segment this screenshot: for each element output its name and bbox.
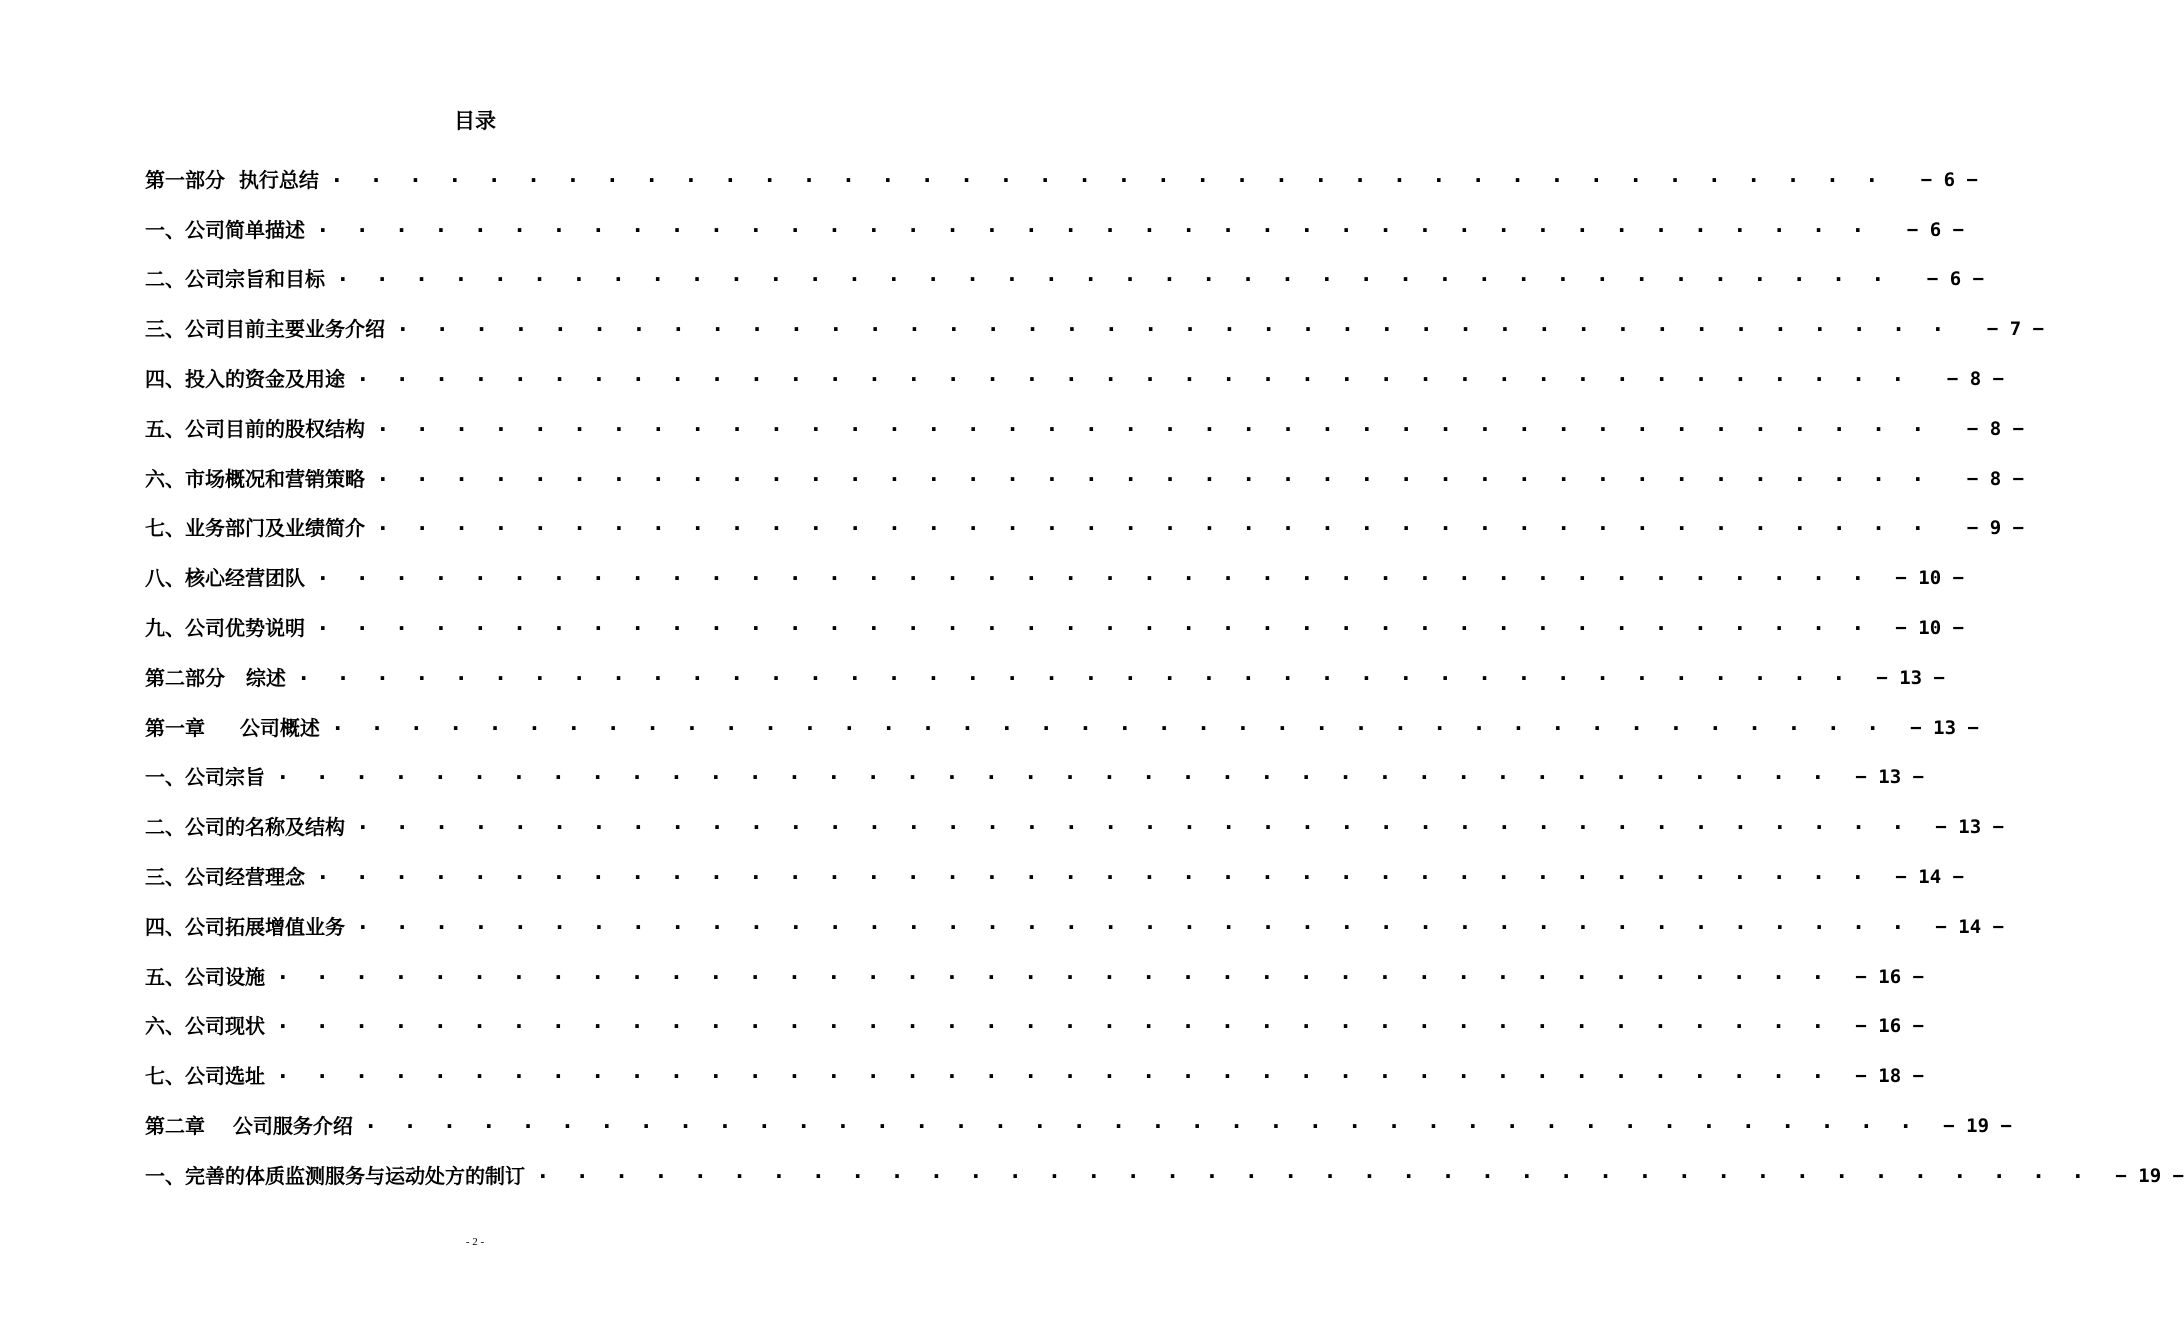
toc-title: 目录 xyxy=(454,109,496,133)
toc-leader-dots: · · · · · · · · · · · · · · · · · · · · · · · · · · · · · · · · · · · · · · · · xyxy=(332,167,1888,192)
toc-leader-dots: · · · · · · · · · · · · · · · · · · · · · · · · · · · · · · · · · · · · · · · · xyxy=(333,715,1889,740)
toc-entry-page: − 18 − xyxy=(1855,1065,1925,1088)
toc-entry-page: − 14 − xyxy=(1935,915,2005,938)
toc-entry-label: 一、完善的体质监测服务与运动处方的制订 xyxy=(145,1163,525,1188)
toc-entry-label: 第二部分 综述 xyxy=(145,665,286,690)
toc-entry-page: − 14 − xyxy=(1895,866,1965,889)
toc-leader-dots: · · · · · · · · · · · · · · · · · · · · · · · · · · · · · · · · · · · · · · · · xyxy=(379,416,1935,441)
toc-entry[interactable] xyxy=(145,354,2005,404)
toc-leader-dots: · · · · · · · · · · · · · · · · · · · · · · · · · · · · · · · · · · · · · · · · xyxy=(319,566,1875,591)
toc-entry[interactable] xyxy=(145,404,2025,454)
toc-leader-dots: · · · · · · · · · · · · · · · · · · · · · · · · · · · · · · · · · · · · · · · · xyxy=(279,964,1835,989)
toc-entry-page: − 19 − xyxy=(1943,1115,2012,1138)
toc-entry-label: 八、核心经营团队 xyxy=(145,566,305,591)
toc-entry-label: 二、公司宗旨和目标 xyxy=(145,267,325,292)
toc-entry-label: 第二章 公司服务介绍 xyxy=(145,1114,353,1139)
toc-leader-dots: · · · · · · · · · · · · · · · · · · · · · · · · · · · · · · · · · · · · · · · · xyxy=(539,1163,2095,1188)
toc-entry-label: 九、公司优势说明 xyxy=(145,616,305,641)
toc-entry-page: − 13 − xyxy=(1855,766,1925,789)
toc-entry[interactable] xyxy=(145,255,1985,305)
toc-entry[interactable] xyxy=(145,603,1965,653)
toc-entry[interactable] xyxy=(145,1002,1925,1052)
toc-entry-label: 五、公司目前的股权结构 xyxy=(145,416,365,441)
toc-entry-page: − 6 − xyxy=(1926,268,1985,291)
toc-entry-label: 一、公司宗旨 xyxy=(145,765,265,790)
toc-entry[interactable] xyxy=(145,304,2045,354)
toc-entry-page: − 6 − xyxy=(1906,218,1965,241)
toc-leader-dots: · · · · · · · · · · · · · · · · · · · · · · · · · · · · · · · · · · · · · · · · xyxy=(279,1014,1835,1039)
toc-entry-label: 四、投入的资金及用途 xyxy=(145,367,345,392)
toc-entry[interactable] xyxy=(145,753,1925,803)
toc-entry-page: − 13 − xyxy=(1935,816,2005,839)
toc-entry[interactable] xyxy=(145,205,1965,255)
toc-entry-page: − 13 − xyxy=(1910,716,1979,739)
toc-leader-dots: · · · · · · · · · · · · · · · · · · · · · · · · · · · · · · · · · · · · · · · · xyxy=(319,865,1875,890)
toc-entry-label: 七、公司选址 xyxy=(145,1064,265,1089)
toc-entry-label: 三、公司目前主要业务介绍 xyxy=(145,317,385,342)
toc-entry[interactable] xyxy=(145,1101,2012,1151)
toc-entry-page: − 9 − xyxy=(1966,517,2025,540)
toc-entry-page: − 16 − xyxy=(1855,1015,1925,1038)
toc-leader-dots: · · · · · · · · · · · · · · · · · · · · · · · · · · · · · · · · · · · · · · · · xyxy=(319,616,1875,641)
toc-entry-page: − 8 − xyxy=(1966,467,2025,490)
toc-entry[interactable] xyxy=(145,504,2025,554)
toc-entry-label: 一、公司简单描述 xyxy=(145,217,305,242)
toc-entry[interactable] xyxy=(145,703,1979,753)
toc-entry-page: − 8 − xyxy=(1946,368,2005,391)
toc-entry-page: − 6 − xyxy=(1920,168,1978,191)
toc-leader-dots: · · · · · · · · · · · · · · · · · · · · · · · · · · · · · · · · · · · · · · · · xyxy=(359,815,1915,840)
toc-entry[interactable] xyxy=(145,553,1965,603)
toc-leader-dots: · · · · · · · · · · · · · · · · · · · · · · · · · · · · · · · · · · · · · · · · xyxy=(279,765,1835,790)
toc-leader-dots: · · · · · · · · · · · · · · · · · · · · · · · · · · · · · · · · · · · · · · · · xyxy=(339,267,1895,292)
toc-entry[interactable] xyxy=(145,802,2005,852)
toc-entry[interactable] xyxy=(145,902,2005,952)
toc-entry[interactable] xyxy=(145,1151,2184,1201)
toc-entry-label: 第一部分 执行总结 xyxy=(145,167,319,192)
toc-entry-page: − 13 − xyxy=(1876,666,1945,689)
toc-entry-page: − 7 − xyxy=(1986,318,2045,341)
toc-entry-label: 六、公司现状 xyxy=(145,1014,265,1039)
toc-entry[interactable] xyxy=(145,155,1978,205)
toc-entry-label: 第一章 公司概述 xyxy=(145,715,320,740)
toc-entry[interactable] xyxy=(145,852,1965,902)
toc-leader-dots: · · · · · · · · · · · · · · · · · · · · · · · · · · · · · · · · · · · · · · · · xyxy=(279,1064,1835,1089)
toc-entry-page: − 16 − xyxy=(1855,965,1925,988)
toc-leader-dots: · · · · · · · · · · · · · · · · · · · · · · · · · · · · · · · · · · · · · · · · xyxy=(359,914,1915,939)
toc-leader-dots: · · · · · · · · · · · · · · · · · · · · · · · · · · · · · · · · · · · · · · · · xyxy=(399,317,1955,342)
toc-entry[interactable] xyxy=(145,653,1945,703)
toc-leader-dots: · · · · · · · · · · · · · · · · · · · · · · · · · · · · · · · · · · · · · · · · xyxy=(359,367,1915,392)
toc-entry[interactable] xyxy=(145,952,1925,1002)
toc-entry-page: − 8 − xyxy=(1966,417,2025,440)
toc-entry[interactable] xyxy=(145,454,2025,504)
toc-leader-dots: · · · · · · · · · · · · · · · · · · · · · · · · · · · · · · · · · · · · · · · · xyxy=(366,1114,1922,1139)
table-of-contents xyxy=(145,155,2184,1201)
toc-entry-label: 二、公司的名称及结构 xyxy=(145,815,345,840)
toc-entry-label: 七、业务部门及业绩简介 xyxy=(145,516,365,541)
page-number-footer: - 2 - xyxy=(465,1236,485,1248)
toc-entry-label: 四、公司拓展增值业务 xyxy=(145,914,345,939)
toc-leader-dots: · · · · · · · · · · · · · · · · · · · · · · · · · · · · · · · · · · · · · · · · xyxy=(319,217,1875,242)
toc-entry[interactable] xyxy=(145,1051,1925,1101)
toc-entry-page: − 10 − xyxy=(1895,567,1965,590)
toc-leader-dots: · · · · · · · · · · · · · · · · · · · · · · · · · · · · · · · · · · · · · · · · xyxy=(379,466,1935,491)
toc-entry-page: − 19 − xyxy=(2115,1164,2184,1187)
toc-entry-label: 五、公司设施 xyxy=(145,964,265,989)
toc-entry-page: − 10 − xyxy=(1895,617,1965,640)
toc-entry-label: 三、公司经营理念 xyxy=(145,865,305,890)
toc-leader-dots: · · · · · · · · · · · · · · · · · · · · · · · · · · · · · · · · · · · · · · · · xyxy=(299,665,1855,690)
toc-leader-dots: · · · · · · · · · · · · · · · · · · · · · · · · · · · · · · · · · · · · · · · · xyxy=(379,516,1935,541)
toc-entry-label: 六、市场概况和营销策略 xyxy=(145,466,365,491)
